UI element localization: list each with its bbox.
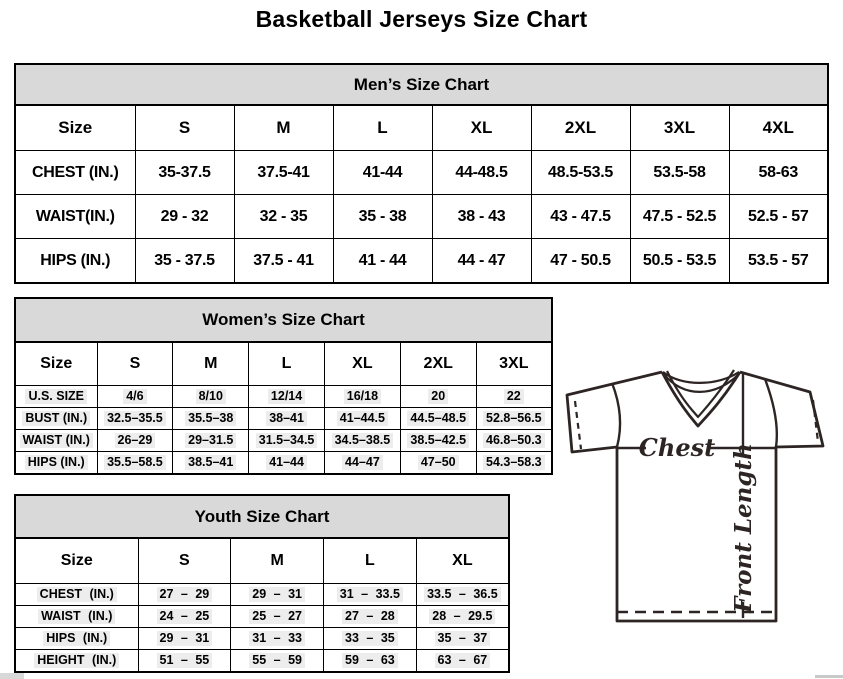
column-header: S bbox=[138, 538, 231, 584]
womens-table-caption-row bbox=[15, 298, 552, 342]
size-cell: 31 – 33.5 bbox=[324, 584, 417, 606]
column-header: L bbox=[249, 342, 325, 386]
size-cell: 41–44.5 bbox=[324, 408, 400, 430]
row-label: HIPS (IN.) bbox=[15, 239, 135, 284]
table-row bbox=[15, 628, 509, 650]
row-label: CHEST (IN.) bbox=[15, 151, 135, 195]
size-cell: 50.5 - 53.5 bbox=[630, 239, 729, 284]
row-label: BUST (IN.) bbox=[15, 408, 97, 430]
size-cell: 41–44 bbox=[249, 452, 325, 475]
table-row bbox=[15, 386, 552, 408]
size-cell: 35 - 37.5 bbox=[135, 239, 234, 284]
size-cell: 29 - 32 bbox=[135, 195, 234, 239]
row-label: U.S. SIZE bbox=[15, 386, 97, 408]
size-cell: 35 - 38 bbox=[333, 195, 432, 239]
bottom-left-ui-fragment bbox=[0, 673, 24, 679]
size-cell: 32 - 35 bbox=[234, 195, 333, 239]
column-header: 3XL bbox=[476, 342, 552, 386]
column-header: M bbox=[173, 342, 249, 386]
size-cell: 33 – 35 bbox=[324, 628, 417, 650]
jersey-measurement-diagram bbox=[558, 358, 840, 630]
column-header: 4XL bbox=[729, 105, 828, 151]
column-header: S bbox=[97, 342, 173, 386]
jersey-outline bbox=[567, 372, 823, 621]
jersey-right-seam bbox=[765, 379, 777, 447]
size-cell: 63 – 67 bbox=[416, 650, 509, 673]
row-label: WAIST(IN.) bbox=[15, 195, 135, 239]
page-title: Basketball Jerseys Size Chart bbox=[255, 6, 588, 32]
size-cell: 32.5–35.5 bbox=[97, 408, 173, 430]
size-cell: 46.8–50.3 bbox=[476, 430, 552, 452]
size-cell: 38 - 43 bbox=[432, 195, 531, 239]
size-cell: 29 – 31 bbox=[138, 628, 231, 650]
size-cell: 58-63 bbox=[729, 151, 828, 195]
column-header: XL bbox=[324, 342, 400, 386]
table-row bbox=[15, 195, 828, 239]
column-header: XL bbox=[432, 105, 531, 151]
size-cell: 59 – 63 bbox=[324, 650, 417, 673]
size-cell: 27 – 28 bbox=[324, 606, 417, 628]
size-cell: 44.5–48.5 bbox=[400, 408, 476, 430]
column-header: Size bbox=[15, 538, 138, 584]
size-cell: 35.5–38 bbox=[173, 408, 249, 430]
youth-size-table bbox=[14, 494, 510, 673]
womens-size-table bbox=[14, 297, 553, 475]
mens-table-caption-row bbox=[15, 64, 828, 105]
column-header: Size bbox=[15, 342, 97, 386]
size-cell: 31 – 33 bbox=[231, 628, 324, 650]
size-cell: 4/6 bbox=[97, 386, 173, 408]
size-cell: 12/14 bbox=[249, 386, 325, 408]
size-cell: 44-48.5 bbox=[432, 151, 531, 195]
row-label: CHEST (IN.) bbox=[15, 584, 138, 606]
size-cell: 38.5–41 bbox=[173, 452, 249, 475]
size-cell: 52.8–56.5 bbox=[476, 408, 552, 430]
column-header: Size bbox=[15, 105, 135, 151]
column-header: M bbox=[231, 538, 324, 584]
column-header: 2XL bbox=[531, 105, 630, 151]
row-label: WAIST (IN.) bbox=[15, 430, 97, 452]
size-cell: 47–50 bbox=[400, 452, 476, 475]
youth-column-header-row bbox=[15, 538, 509, 584]
size-cell: 37.5 - 41 bbox=[234, 239, 333, 284]
size-cell: 29 – 31 bbox=[231, 584, 324, 606]
size-cell: 38–41 bbox=[249, 408, 325, 430]
front-length-label: Front Length bbox=[730, 443, 757, 613]
size-cell: 24 – 25 bbox=[138, 606, 231, 628]
table-row bbox=[15, 151, 828, 195]
table-row bbox=[15, 584, 509, 606]
column-header: M bbox=[234, 105, 333, 151]
womens-column-header-row bbox=[15, 342, 552, 386]
size-cell: 47 - 50.5 bbox=[531, 239, 630, 284]
size-cell: 28 – 29.5 bbox=[416, 606, 509, 628]
table-row bbox=[15, 650, 509, 673]
row-label: HEIGHT (IN.) bbox=[15, 650, 138, 673]
size-cell: 41-44 bbox=[333, 151, 432, 195]
youth-table-caption-row bbox=[15, 495, 509, 538]
size-cell: 8/10 bbox=[173, 386, 249, 408]
mens-column-header-row bbox=[15, 105, 828, 151]
size-cell: 53.5 - 57 bbox=[729, 239, 828, 284]
size-cell: 53.5-58 bbox=[630, 151, 729, 195]
size-cell: 44 - 47 bbox=[432, 239, 531, 284]
column-header: L bbox=[324, 538, 417, 584]
row-label: HIPS (IN.) bbox=[15, 452, 97, 475]
size-cell: 26–29 bbox=[97, 430, 173, 452]
table-row bbox=[15, 452, 552, 475]
size-cell: 54.3–58.3 bbox=[476, 452, 552, 475]
jersey-left-seam bbox=[612, 383, 620, 447]
table-row bbox=[15, 606, 509, 628]
size-cell: 33.5 – 36.5 bbox=[416, 584, 509, 606]
womens-table-title: Women’s Size Chart bbox=[15, 298, 552, 342]
size-cell: 16/18 bbox=[324, 386, 400, 408]
column-header: 2XL bbox=[400, 342, 476, 386]
size-cell: 43 - 47.5 bbox=[531, 195, 630, 239]
column-header: L bbox=[333, 105, 432, 151]
column-header: 3XL bbox=[630, 105, 729, 151]
size-cell: 41 - 44 bbox=[333, 239, 432, 284]
size-cell: 44–47 bbox=[324, 452, 400, 475]
size-cell: 47.5 - 52.5 bbox=[630, 195, 729, 239]
table-row bbox=[15, 239, 828, 284]
size-cell: 35.5–58.5 bbox=[97, 452, 173, 475]
size-cell: 51 – 55 bbox=[138, 650, 231, 673]
jersey-left-cuff-dash bbox=[575, 401, 581, 449]
row-label: WAIST (IN.) bbox=[15, 606, 138, 628]
size-cell: 35 – 37 bbox=[416, 628, 509, 650]
size-cell: 35-37.5 bbox=[135, 151, 234, 195]
size-cell: 31.5–34.5 bbox=[249, 430, 325, 452]
table-row bbox=[15, 430, 552, 452]
size-cell: 27 – 29 bbox=[138, 584, 231, 606]
chest-label: Chest bbox=[638, 433, 716, 462]
size-cell: 55 – 59 bbox=[231, 650, 324, 673]
size-cell: 52.5 - 57 bbox=[729, 195, 828, 239]
column-header: XL bbox=[416, 538, 509, 584]
size-cell: 37.5-41 bbox=[234, 151, 333, 195]
table-row bbox=[15, 408, 552, 430]
size-cell: 48.5-53.5 bbox=[531, 151, 630, 195]
size-cell: 25 – 27 bbox=[231, 606, 324, 628]
size-cell: 29–31.5 bbox=[173, 430, 249, 452]
mens-size-table bbox=[14, 63, 829, 284]
column-header: S bbox=[135, 105, 234, 151]
size-cell: 34.5–38.5 bbox=[324, 430, 400, 452]
size-cell: 22 bbox=[476, 386, 552, 408]
size-cell: 38.5–42.5 bbox=[400, 430, 476, 452]
mens-table-title: Men’s Size Chart bbox=[15, 64, 828, 105]
bottom-right-ui-fragment bbox=[815, 675, 843, 678]
size-cell: 20 bbox=[400, 386, 476, 408]
row-label: HIPS (IN.) bbox=[15, 628, 138, 650]
youth-table-title: Youth Size Chart bbox=[15, 495, 509, 538]
